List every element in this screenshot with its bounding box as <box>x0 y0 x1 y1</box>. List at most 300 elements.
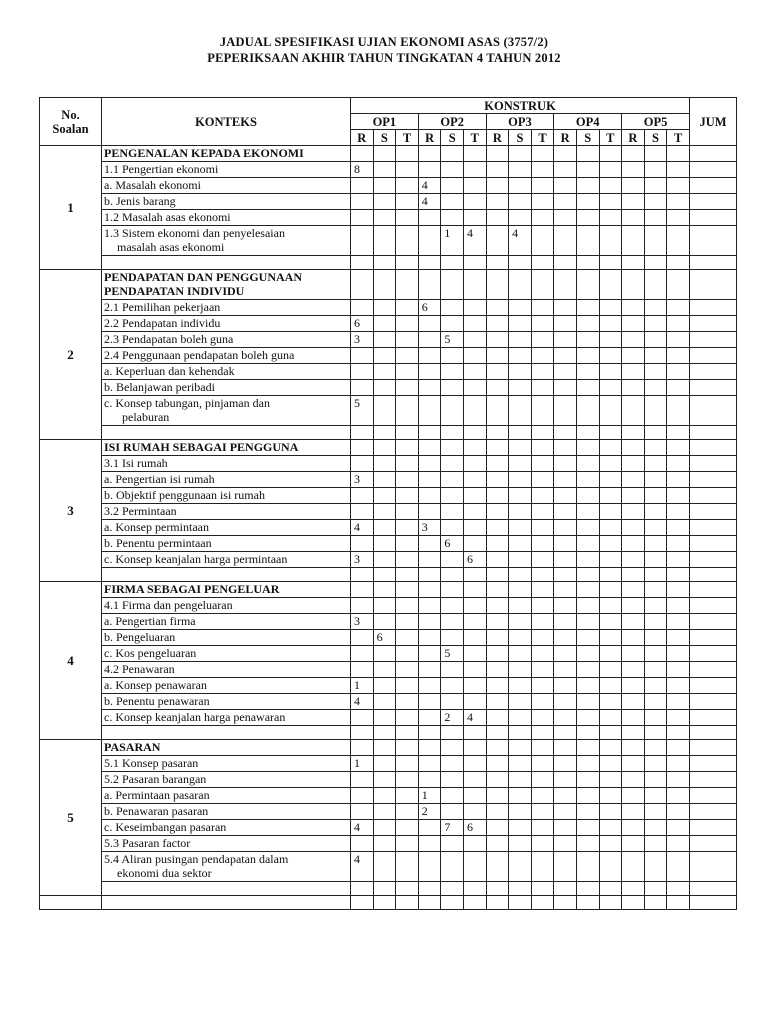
mark-cell <box>373 210 396 226</box>
mark-cell <box>509 598 532 614</box>
header-op5-r: R <box>622 130 645 146</box>
table-row <box>40 662 737 678</box>
mark-cell <box>396 520 419 536</box>
subtopic-label: a. Konsep penawaran <box>102 678 351 694</box>
mark-cell <box>396 364 419 380</box>
mark-cell <box>418 852 441 882</box>
mark-cell: 4 <box>418 194 441 210</box>
mark-cell <box>441 300 464 316</box>
subtopic-label: 2.2 Pendapatan individu <box>102 316 351 332</box>
mark-cell <box>373 348 396 364</box>
mark-cell <box>622 820 645 836</box>
mark-cell <box>509 300 532 316</box>
mark-cell <box>463 646 486 662</box>
mark-cell <box>463 488 486 504</box>
mark-cell <box>396 646 419 662</box>
mark-cell <box>667 146 690 162</box>
mark-cell <box>599 678 622 694</box>
mark-cell <box>396 226 419 256</box>
mark-cell <box>599 332 622 348</box>
mark-cell <box>509 646 532 662</box>
mark-cell <box>486 788 509 804</box>
mark-cell <box>554 552 577 568</box>
mark-cell <box>486 178 509 194</box>
mark-cell <box>486 646 509 662</box>
mark-cell <box>599 614 622 630</box>
table-header <box>40 98 737 146</box>
mark-cell <box>373 178 396 194</box>
mark-cell <box>531 852 554 882</box>
mark-cell <box>599 694 622 710</box>
mark-cell <box>418 270 441 300</box>
subtopic-label: c. Konsep keanjalan harga permintaan <box>102 552 351 568</box>
mark-cell <box>622 396 645 426</box>
mark-cell <box>486 504 509 520</box>
mark-cell: 6 <box>463 820 486 836</box>
mark-cell <box>576 582 599 598</box>
mark-cell <box>396 756 419 772</box>
subtopic-label: 5.4 Aliran pusingan pendapatan dalam ekonomi dua sektor <box>102 852 351 882</box>
mark-cell <box>599 270 622 300</box>
mark-cell <box>509 146 532 162</box>
mark-cell: 3 <box>418 520 441 536</box>
mark-cell <box>441 316 464 332</box>
mark-cell <box>599 456 622 472</box>
jum-cell <box>690 488 737 504</box>
mark-cell <box>644 364 667 380</box>
mark-cell <box>441 772 464 788</box>
mark-cell <box>622 456 645 472</box>
table-row <box>40 364 737 380</box>
subtopic-label: 2.3 Pendapatan boleh guna <box>102 332 351 348</box>
mark-cell <box>667 788 690 804</box>
mark-cell <box>373 772 396 788</box>
mark-cell <box>441 364 464 380</box>
mark-cell <box>486 536 509 552</box>
jum-cell <box>690 472 737 488</box>
jum-cell <box>690 772 737 788</box>
mark-cell <box>441 520 464 536</box>
mark-cell <box>576 332 599 348</box>
mark-cell <box>531 678 554 694</box>
mark-cell <box>576 348 599 364</box>
mark-cell <box>463 772 486 788</box>
mark-cell <box>576 520 599 536</box>
mark-cell <box>622 332 645 348</box>
mark-cell <box>463 270 486 300</box>
header-op4-r: R <box>554 130 577 146</box>
mark-cell <box>373 146 396 162</box>
mark-cell <box>599 146 622 162</box>
mark-cell <box>418 472 441 488</box>
mark-cell <box>599 536 622 552</box>
jum-cell <box>690 820 737 836</box>
mark-cell <box>509 316 532 332</box>
mark-cell <box>351 630 374 646</box>
mark-cell <box>531 552 554 568</box>
mark-cell <box>554 440 577 456</box>
mark-cell <box>396 270 419 300</box>
mark-cell <box>622 226 645 256</box>
mark-cell <box>576 146 599 162</box>
mark-cell <box>351 504 374 520</box>
mark-cell <box>667 536 690 552</box>
mark-cell <box>531 710 554 726</box>
mark-cell <box>622 162 645 178</box>
question-number: 3 <box>40 440 102 582</box>
mark-cell <box>418 456 441 472</box>
mark-cell <box>644 440 667 456</box>
jum-cell <box>690 630 737 646</box>
topic-heading: PENGENALAN KEPADA EKONOMI <box>102 146 351 162</box>
mark-cell <box>622 598 645 614</box>
mark-cell <box>667 270 690 300</box>
mark-cell <box>576 270 599 300</box>
mark-cell <box>418 614 441 630</box>
mark-cell <box>509 332 532 348</box>
mark-cell <box>463 396 486 426</box>
mark-cell <box>418 630 441 646</box>
mark-cell <box>599 788 622 804</box>
mark-cell <box>667 472 690 488</box>
mark-cell <box>486 710 509 726</box>
mark-cell <box>667 440 690 456</box>
mark-cell <box>486 614 509 630</box>
mark-cell <box>644 536 667 552</box>
mark-cell <box>418 740 441 756</box>
mark-cell <box>599 504 622 520</box>
mark-cell <box>486 804 509 820</box>
mark-cell <box>576 380 599 396</box>
mark-cell <box>599 380 622 396</box>
mark-cell <box>351 146 374 162</box>
mark-cell <box>554 678 577 694</box>
mark-cell <box>486 146 509 162</box>
mark-cell <box>486 520 509 536</box>
mark-cell <box>373 472 396 488</box>
mark-cell: 6 <box>418 300 441 316</box>
mark-cell <box>351 300 374 316</box>
mark-cell <box>554 270 577 300</box>
mark-cell <box>576 662 599 678</box>
mark-cell <box>441 456 464 472</box>
mark-cell <box>622 178 645 194</box>
mark-cell <box>644 210 667 226</box>
mark-cell <box>644 520 667 536</box>
mark-cell <box>396 598 419 614</box>
mark-cell <box>531 820 554 836</box>
mark-cell <box>644 472 667 488</box>
mark-cell <box>554 226 577 256</box>
header-op1-t: T <box>396 130 419 146</box>
mark-cell: 1 <box>441 226 464 256</box>
mark-cell <box>622 694 645 710</box>
mark-cell <box>441 852 464 882</box>
mark-cell <box>373 678 396 694</box>
mark-cell <box>418 662 441 678</box>
mark-cell <box>599 300 622 316</box>
mark-cell <box>576 504 599 520</box>
mark-cell <box>599 772 622 788</box>
mark-cell <box>667 552 690 568</box>
table-row <box>40 396 737 426</box>
mark-cell: 4 <box>351 694 374 710</box>
mark-cell <box>463 380 486 396</box>
mark-cell <box>396 740 419 756</box>
mark-cell <box>509 396 532 426</box>
mark-cell <box>373 662 396 678</box>
mark-cell <box>644 552 667 568</box>
mark-cell <box>531 788 554 804</box>
mark-cell <box>576 804 599 820</box>
mark-cell <box>531 226 554 256</box>
mark-cell <box>463 210 486 226</box>
mark-cell <box>622 504 645 520</box>
mark-cell <box>644 332 667 348</box>
mark-cell <box>576 740 599 756</box>
mark-cell <box>576 614 599 630</box>
mark-cell <box>373 646 396 662</box>
jum-cell <box>690 536 737 552</box>
topic-heading: ISI RUMAH SEBAGAI PENGGUNA <box>102 440 351 456</box>
mark-cell <box>622 348 645 364</box>
header-op4-t: T <box>599 130 622 146</box>
mark-cell <box>396 300 419 316</box>
mark-cell <box>531 210 554 226</box>
mark-cell: 7 <box>441 820 464 836</box>
mark-cell: 8 <box>351 162 374 178</box>
mark-cell <box>599 756 622 772</box>
mark-cell <box>509 836 532 852</box>
mark-cell <box>622 614 645 630</box>
mark-cell <box>373 614 396 630</box>
subtopic-label: c. Konsep keanjalan harga penawaran <box>102 710 351 726</box>
mark-cell <box>396 380 419 396</box>
jum-cell <box>690 694 737 710</box>
mark-cell <box>576 472 599 488</box>
mark-cell <box>554 582 577 598</box>
mark-cell <box>644 678 667 694</box>
mark-cell <box>554 710 577 726</box>
table-row <box>40 536 737 552</box>
mark-cell <box>622 646 645 662</box>
mark-cell <box>599 488 622 504</box>
header-op3-s: S <box>509 130 532 146</box>
mark-cell <box>509 270 532 300</box>
mark-cell <box>531 582 554 598</box>
mark-cell: 4 <box>463 710 486 726</box>
topic-heading: FIRMA SEBAGAI PENGELUAR <box>102 582 351 598</box>
mark-cell <box>351 488 374 504</box>
mark-cell <box>509 178 532 194</box>
mark-cell <box>463 194 486 210</box>
mark-cell <box>351 836 374 852</box>
mark-cell <box>486 662 509 678</box>
mark-cell <box>667 614 690 630</box>
jum-cell <box>690 146 737 162</box>
mark-cell <box>667 300 690 316</box>
jum-cell <box>690 380 737 396</box>
mark-cell <box>599 210 622 226</box>
mark-cell <box>576 396 599 426</box>
mark-cell <box>396 694 419 710</box>
mark-cell <box>373 162 396 178</box>
table-row <box>40 630 737 646</box>
mark-cell <box>373 820 396 836</box>
mark-cell <box>396 504 419 520</box>
mark-cell <box>554 504 577 520</box>
table-row <box>40 472 737 488</box>
mark-cell <box>644 146 667 162</box>
header-op5-t: T <box>667 130 690 146</box>
mark-cell <box>554 820 577 836</box>
mark-cell: 3 <box>351 552 374 568</box>
header-op3-r: R <box>486 130 509 146</box>
subtopic-label: c. Keseimbangan pasaran <box>102 820 351 836</box>
mark-cell <box>373 598 396 614</box>
table-row <box>40 504 737 520</box>
mark-cell <box>667 488 690 504</box>
mark-cell <box>531 316 554 332</box>
mark-cell <box>463 678 486 694</box>
header-op4-s: S <box>576 130 599 146</box>
mark-cell <box>667 694 690 710</box>
table-row <box>40 552 737 568</box>
specification-table <box>39 97 737 910</box>
mark-cell <box>531 520 554 536</box>
mark-cell <box>373 520 396 536</box>
mark-cell <box>463 598 486 614</box>
mark-cell <box>667 380 690 396</box>
table-row <box>40 820 737 836</box>
mark-cell <box>622 472 645 488</box>
mark-cell <box>373 836 396 852</box>
mark-cell <box>351 582 374 598</box>
mark-cell <box>463 472 486 488</box>
mark-cell <box>599 396 622 426</box>
mark-cell <box>351 348 374 364</box>
mark-cell <box>509 348 532 364</box>
mark-cell: 1 <box>351 756 374 772</box>
mark-cell <box>396 614 419 630</box>
mark-cell <box>599 316 622 332</box>
mark-cell <box>599 552 622 568</box>
mark-cell: 5 <box>441 646 464 662</box>
mark-cell <box>418 440 441 456</box>
mark-cell <box>644 598 667 614</box>
empty-row <box>40 896 737 910</box>
header-konteks: KONTEKS <box>102 98 351 146</box>
table-row <box>40 332 737 348</box>
subtopic-label: b. Objektif penggunaan isi rumah <box>102 488 351 504</box>
mark-cell <box>644 694 667 710</box>
topic-heading: PASARAN <box>102 740 351 756</box>
mark-cell <box>644 488 667 504</box>
mark-cell <box>351 740 374 756</box>
mark-cell <box>531 740 554 756</box>
mark-cell <box>486 440 509 456</box>
mark-cell <box>576 852 599 882</box>
mark-cell <box>463 582 486 598</box>
mark-cell <box>667 194 690 210</box>
mark-cell <box>396 488 419 504</box>
mark-cell <box>441 582 464 598</box>
mark-cell <box>667 178 690 194</box>
mark-cell <box>554 836 577 852</box>
mark-cell <box>441 270 464 300</box>
mark-cell <box>576 630 599 646</box>
mark-cell <box>486 678 509 694</box>
mark-cell <box>463 316 486 332</box>
mark-cell <box>644 772 667 788</box>
mark-cell <box>644 456 667 472</box>
mark-cell <box>622 210 645 226</box>
mark-cell <box>554 598 577 614</box>
mark-cell <box>351 536 374 552</box>
mark-cell <box>622 804 645 820</box>
mark-cell <box>486 270 509 300</box>
mark-cell <box>554 178 577 194</box>
mark-cell <box>373 270 396 300</box>
jum-cell <box>690 852 737 882</box>
mark-cell <box>599 582 622 598</box>
mark-cell <box>554 396 577 426</box>
question-number: 1 <box>40 146 102 270</box>
mark-cell <box>509 210 532 226</box>
mark-cell <box>463 804 486 820</box>
mark-cell <box>396 332 419 348</box>
mark-cell <box>599 710 622 726</box>
mark-cell <box>644 804 667 820</box>
table-row <box>40 270 737 300</box>
jum-cell <box>690 804 737 820</box>
mark-cell <box>576 536 599 552</box>
mark-cell <box>463 348 486 364</box>
document-title-line-1: JADUAL SPESIFIKASI UJIAN EKONOMI ASAS (3757/2) <box>219 35 549 49</box>
mark-cell <box>396 678 419 694</box>
mark-cell <box>531 380 554 396</box>
mark-cell <box>644 630 667 646</box>
subtopic-label: 2.1 Pemilihan pekerjaan <box>102 300 351 316</box>
header-op-4: OP4 <box>554 114 622 130</box>
mark-cell <box>441 162 464 178</box>
mark-cell <box>667 804 690 820</box>
mark-cell <box>576 194 599 210</box>
mark-cell <box>441 146 464 162</box>
mark-cell <box>486 488 509 504</box>
mark-cell <box>599 820 622 836</box>
header-op-3: OP3 <box>486 114 554 130</box>
mark-cell <box>667 504 690 520</box>
mark-cell <box>509 740 532 756</box>
mark-cell <box>644 396 667 426</box>
subtopic-label: c. Konsep tabungan, pinjaman dan pelaburan <box>102 396 351 426</box>
subtopic-label: a. Pengertian firma <box>102 614 351 630</box>
mark-cell <box>396 804 419 820</box>
subtopic-label: 1.3 Sistem ekonomi dan penyelesaian masalah asas ekonomi <box>102 226 351 256</box>
mark-cell <box>373 694 396 710</box>
mark-cell <box>599 162 622 178</box>
header-konstruk: KONSTRUK <box>351 98 690 114</box>
mark-cell <box>418 504 441 520</box>
mark-cell <box>576 364 599 380</box>
mark-cell: 4 <box>351 852 374 882</box>
mark-cell <box>622 316 645 332</box>
jum-cell <box>690 788 737 804</box>
mark-cell <box>441 678 464 694</box>
mark-cell <box>531 270 554 300</box>
mark-cell <box>531 772 554 788</box>
